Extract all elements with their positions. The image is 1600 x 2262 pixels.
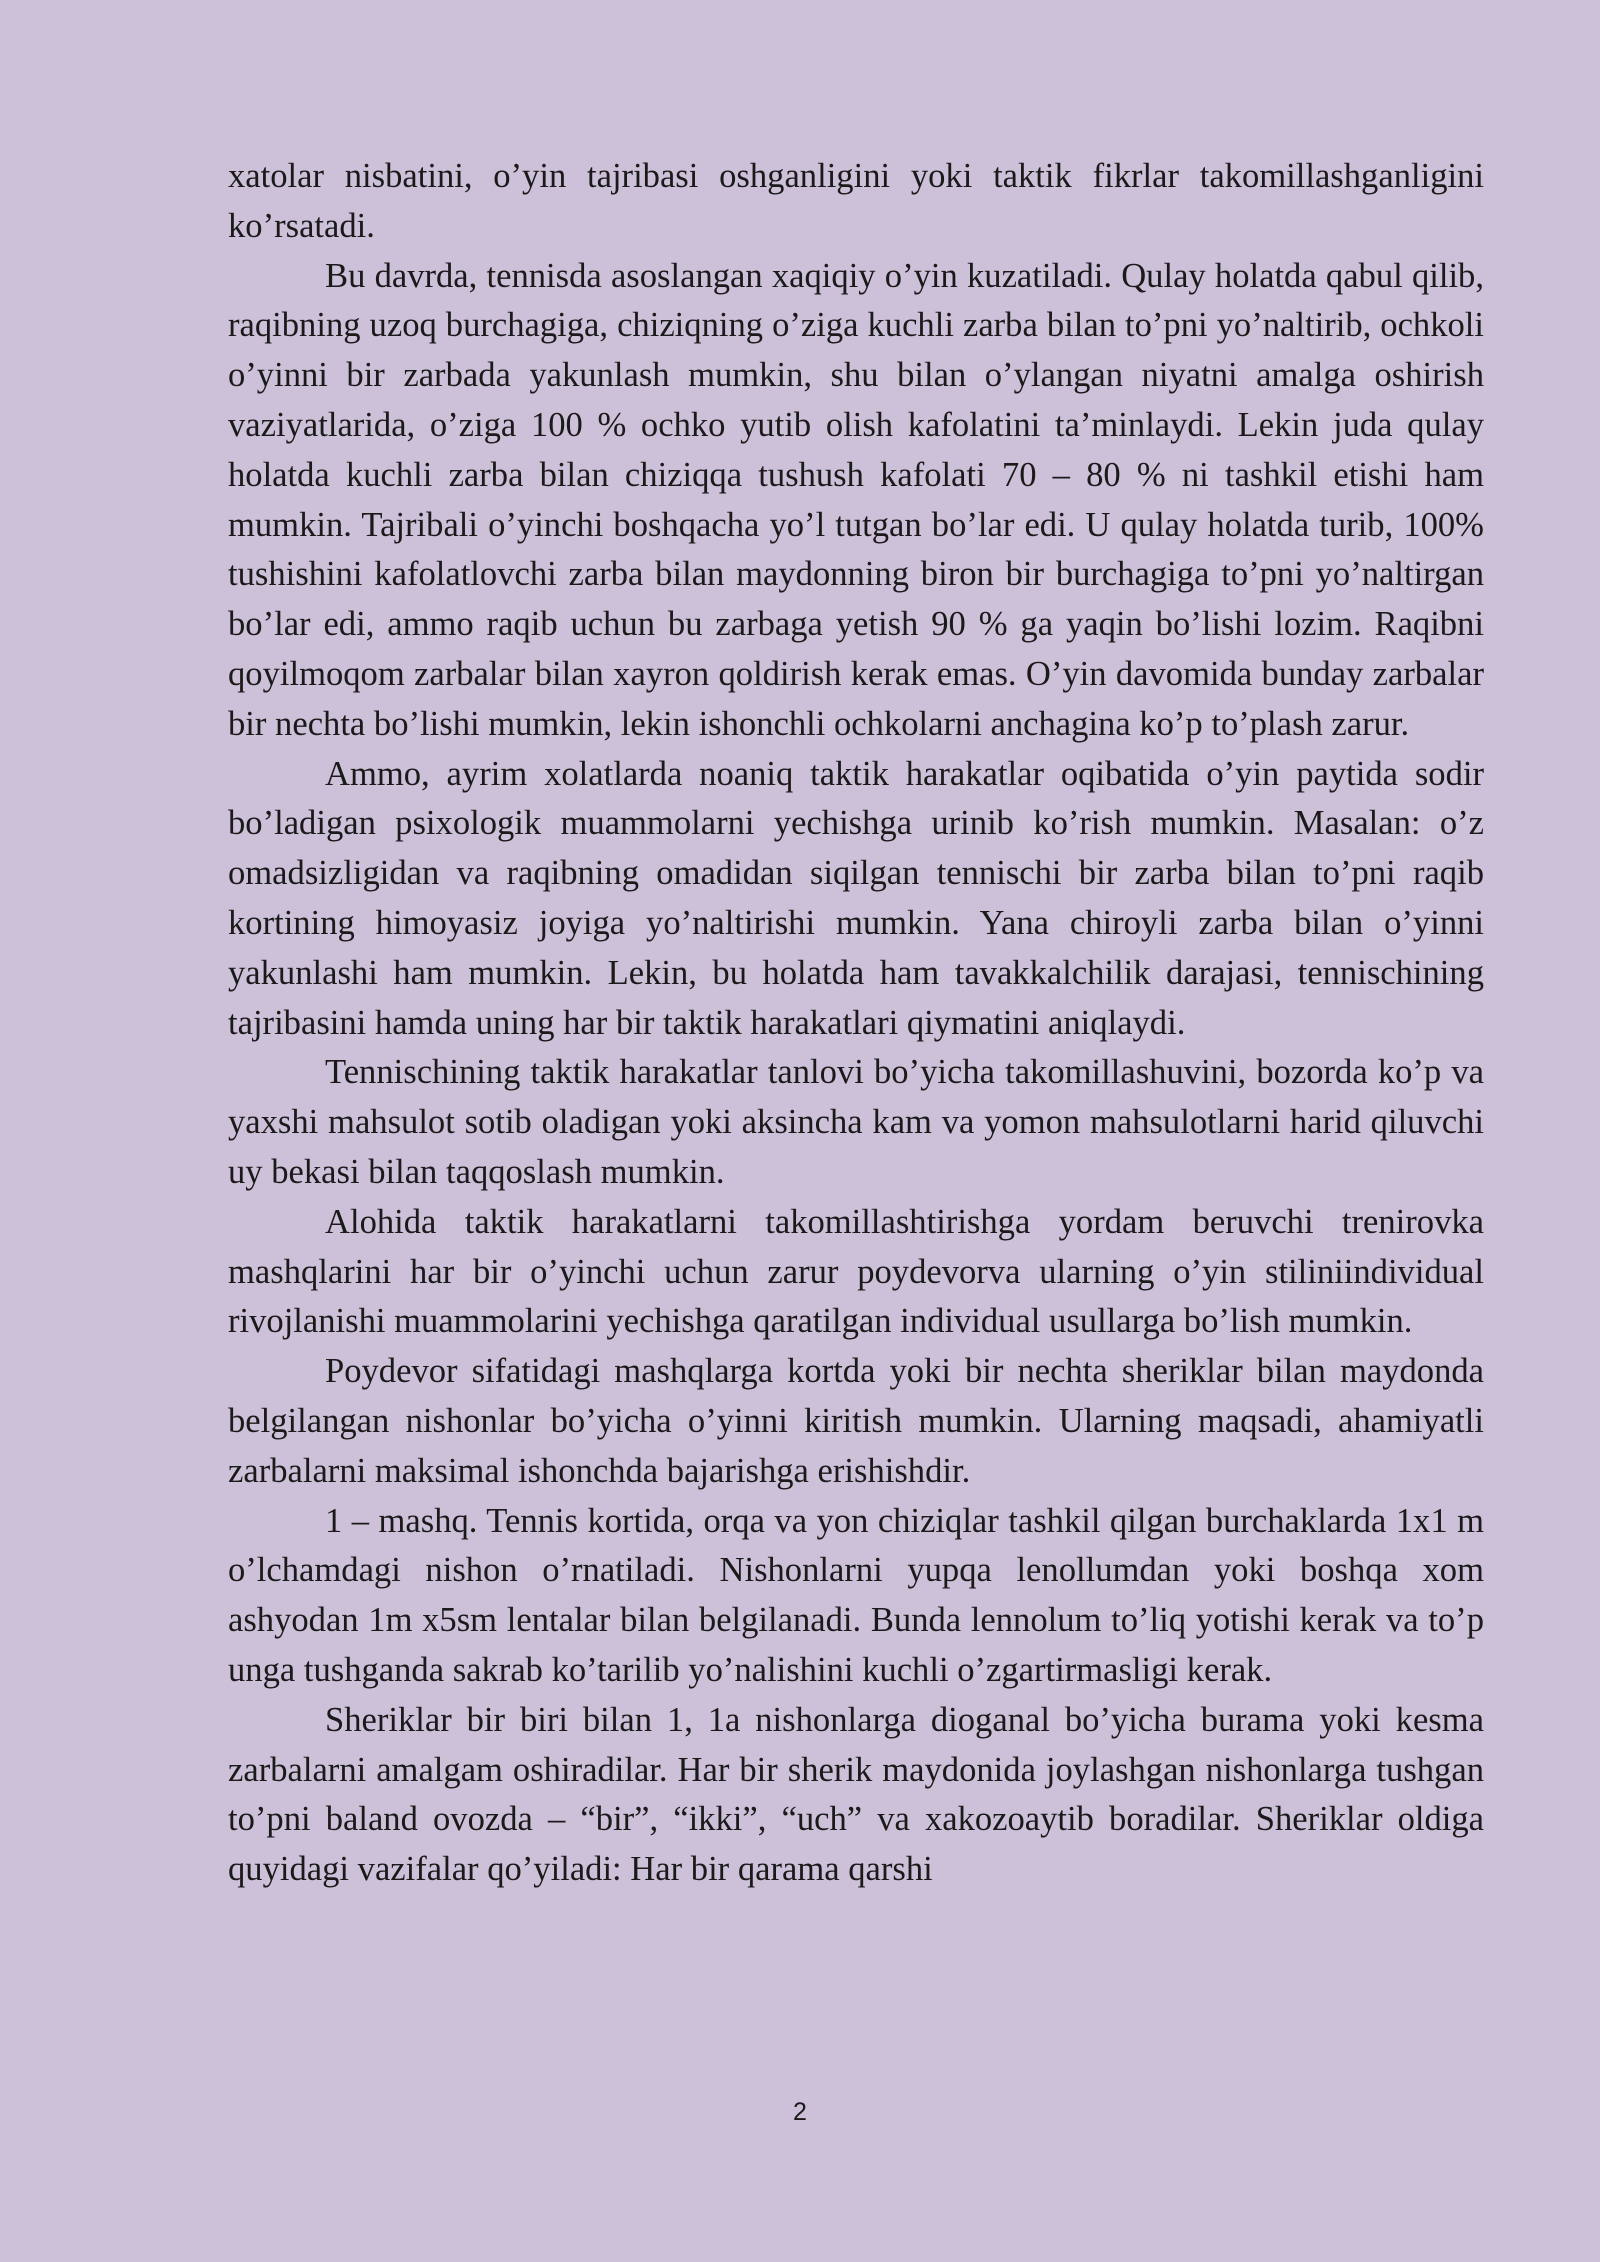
- paragraph: Alohida taktik harakatlarni takomillashtirishga yordam beruvchi trenirovka mashqlarini har bir o’yinchi uchun zarur poydevorva ularning o’yin stiliniindividual rivojlanishi muammolarini yechishga qaratilgan individual usullarga bo’lish mumkin.: [228, 1202, 1484, 1341]
- paragraph: Ammo, ayrim xolatlarda noaniq taktik harakatlar oqibatida o’yin paytida sodir bo’ladigan psixologik muammolarni yechishga urinib ko’rish mumkin. Masalan: o’z omadsizligidan va raqibning omadidan siqilgan tennischi bir zarba bilan to’pni raqib kortining himoyasiz joyiga yo’naltirishi mumkin. Yana chiroyli zarba bilan o’yinni yakunlashi ham mumkin. Lekin, bu holatda ham tavakkalchilik darajasi, tennischining tajribasini hamda uning har bir taktik harakatlari qiymatini aniqlaydi.: [228, 754, 1484, 1042]
- paragraph: Bu davrda, tennisda asoslangan xaqiqiy o’yin kuzatiladi. Qulay holatda qabul qilib, raqibning uzoq burchagiga, chiziqning o’ziga kuchli zarba bilan to’pni yo’naltirib, ochkoli o’yinni bir zarbada yakunlash mumkin, shu bilan o’ylangan niyatni amalga oshirish vaziyatlarida, o’ziga 100 % ochko yutib olish kafolatini ta’minlaydi. Lekin juda qulay holatda kuchli zarba bilan chiziqqa tushush kafolati 70 – 80 % ni tashkil etishi ham mumkin. Tajribali o’yinchi boshqacha yo’l tutgan bo’lar edi. U qulay holatda turib, 100% tushishini kafolatlovchi zarba bilan maydonning biron bir burchagiga to’pni yo’naltirgan bo’lar edi, ammo raqib uchun bu zarbaga yetish 90 % ga yaqin bo’lishi lozim. Raqibni qoyilmoqom zarbalar bilan xayron qoldirish kerak emas. O’yin davomida bunday zarbalar bir nechta bo’lishi mumkin, lekin ishonchli ochkolarni anchagina ko’p to’plash zarur.: [228, 256, 1484, 743]
- paragraph: Tennischining taktik harakatlar tanlovi bo’yicha takomillashuvini, bozorda ko’p va yaxshi mahsulot sotib oladigan yoki aksincha kam va yomon mahsulotlarni harid qiluvchi uy bekasi bilan taqqoslash mumkin.: [228, 1053, 1484, 1191]
- document-body: [228, 152, 1484, 1895]
- page-number: 2: [793, 2098, 807, 2126]
- paragraph: Poydevor sifatidagi mashqlarga kortda yoki bir nechta sheriklar bilan maydonda belgilangan nishonlar bo’yicha o’yinni kiritish mumkin. Ularning maqsadi, ahamiyatli zarbalarni maksimal ishonchda bajarishga erishishdir.: [228, 1352, 1484, 1490]
- paragraph: Sheriklar bir biri bilan 1, 1a nishonlarga dioganal bo’yicha burama yoki kesma zarbalarni amalgam oshiradilar. Har bir sherik maydonida joylashgan nishonlarga tushgan to’pni baland ovozda – “bir”, “ikki”, “uch” va xakozoaytib boradilar. Sheriklar oldiga quyidagi vazifalar qo’yiladi: Har bir qarama qarshi: [228, 1700, 1484, 1889]
- paragraph: xatolar nisbatini, o’yin tajribasi oshganligini yoki taktik fikrlar takomillashganligini ko’rsatadi.: [228, 157, 1484, 245]
- paragraph: 1 – mashq. Tennis kortida, orqa va yon chiziqlar tashkil qilgan burchaklarda 1x1 m o’lchamdagi nishon o’rnatiladi. Nishonlarni yupqa lenollumdan yoki boshqa xom ashyodan 1m x5sm lentalar bilan belgilanadi. Bunda lennolum to’liq yotishi kerak va to’p unga tushganda sakrab ko’tarilib yo’nalishini kuchli o’zgartirmasligi kerak.: [228, 1501, 1484, 1689]
